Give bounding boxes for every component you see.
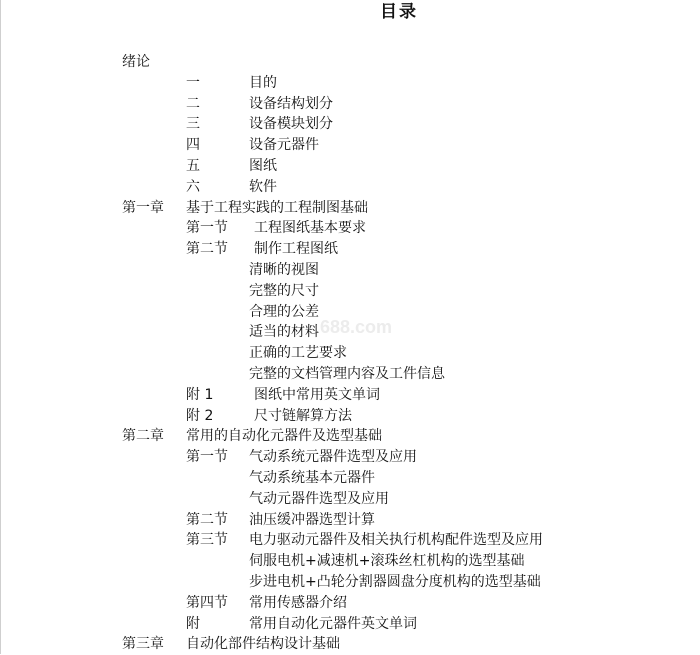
subsection-title: 步进电机+凸轮分割器圆盘分度机构的选型基础 — [249, 573, 541, 590]
subsection-title: 正确的工艺要求 — [249, 345, 347, 362]
toc-row — [0, 177, 700, 198]
subsection-title: 完整的尺寸 — [249, 282, 319, 299]
toc-row-subsection — [0, 322, 700, 343]
section-label: 第二节 — [186, 241, 228, 258]
section-title: 制作工程图纸 — [254, 241, 338, 258]
toc-row-subsection — [0, 302, 700, 323]
toc-row-section — [0, 447, 700, 468]
toc-row-chapter — [0, 634, 700, 655]
subsection-title: 适当的材料 — [249, 324, 319, 341]
subsection-title: 清晰的视图 — [249, 261, 319, 278]
chapter-title: 自动化部件结构设计基础 — [186, 636, 340, 653]
toc-row-appendix — [0, 406, 700, 427]
chapter-title: 基于工程实践的工程制图基础 — [186, 199, 368, 216]
toc-row-section — [0, 530, 700, 551]
toc-row-subsection — [0, 489, 700, 510]
toc-row-appendix — [0, 385, 700, 406]
table-of-contents — [0, 52, 700, 655]
section-label: 第一节 — [186, 220, 228, 237]
toc-row-section — [0, 239, 700, 260]
subsection-title: 气动元器件选型及应用 — [249, 490, 389, 507]
toc-row-subsection — [0, 551, 700, 572]
toc-row-subsection — [0, 468, 700, 489]
section-title: 电力驱动元器件及相关执行机构配件选型及应用 — [249, 532, 543, 549]
chapter-label: 第二章 — [122, 428, 164, 445]
toc-row-subsection — [0, 572, 700, 593]
intro-label: 绪论 — [122, 54, 150, 70]
toc-row-subsection — [0, 343, 700, 364]
item-number: 二 — [186, 95, 200, 112]
section-title: 油压缓冲器选型计算 — [249, 511, 375, 528]
toc-row — [0, 73, 700, 94]
item-title: 图纸 — [249, 157, 277, 174]
item-title: 设备元器件 — [249, 137, 319, 154]
appendix-title: 尺寸链解算方法 — [254, 407, 352, 424]
appendix-title: 图纸中常用英文单词 — [254, 386, 380, 403]
item-number: 六 — [186, 178, 200, 195]
section-label: 第四节 — [186, 594, 228, 611]
toc-row — [0, 114, 700, 135]
subsection-title: 合理的公差 — [249, 303, 319, 320]
page-title: 目录 — [380, 2, 418, 22]
toc-row-chapter — [0, 198, 700, 219]
subsection-title: 伺服电机+减速机+滚珠丝杠机构的选型基础 — [249, 553, 525, 570]
appendix-label: 附 — [186, 615, 200, 632]
toc-row-subsection — [0, 260, 700, 281]
toc-row-intro — [0, 52, 700, 73]
chapter-title: 常用的自动化元器件及选型基础 — [186, 428, 382, 445]
appendix-title: 常用自动化元器件英文单词 — [249, 615, 417, 632]
section-label: 第三节 — [186, 532, 228, 549]
toc-row-section — [0, 593, 700, 614]
item-title: 目的 — [249, 74, 277, 91]
chapter-label: 第一章 — [122, 199, 164, 216]
section-title: 常用传感器介绍 — [249, 594, 347, 611]
section-title: 工程图纸基本要求 — [254, 220, 366, 237]
item-title: 软件 — [249, 178, 277, 195]
appendix-label: 附 2 — [186, 407, 214, 424]
section-label: 第二节 — [186, 511, 228, 528]
toc-row-chapter — [0, 426, 700, 447]
section-label: 第一节 — [186, 449, 228, 466]
section-title: 气动系统元器件选型及应用 — [249, 449, 417, 466]
item-number: 五 — [186, 157, 200, 174]
toc-row-subsection — [0, 281, 700, 302]
item-title: 设备结构划分 — [249, 95, 333, 112]
toc-row-section — [0, 218, 700, 239]
subsection-title: 气动系统基本元器件 — [249, 469, 375, 486]
toc-row — [0, 156, 700, 177]
watermark: 688.com — [320, 317, 393, 337]
toc-row — [0, 135, 700, 156]
chapter-label: 第三章 — [122, 636, 164, 653]
subsection-title: 完整的文档管理内容及工件信息 — [249, 365, 445, 382]
item-number: 四 — [186, 137, 200, 154]
item-number: 三 — [186, 116, 200, 133]
toc-row-section — [0, 510, 700, 531]
toc-row-appendix — [0, 614, 700, 635]
item-number: 一 — [186, 74, 200, 91]
toc-row-subsection — [0, 364, 700, 385]
toc-row — [0, 94, 700, 115]
appendix-label: 附 1 — [186, 386, 214, 403]
item-title: 设备模块划分 — [249, 116, 333, 133]
